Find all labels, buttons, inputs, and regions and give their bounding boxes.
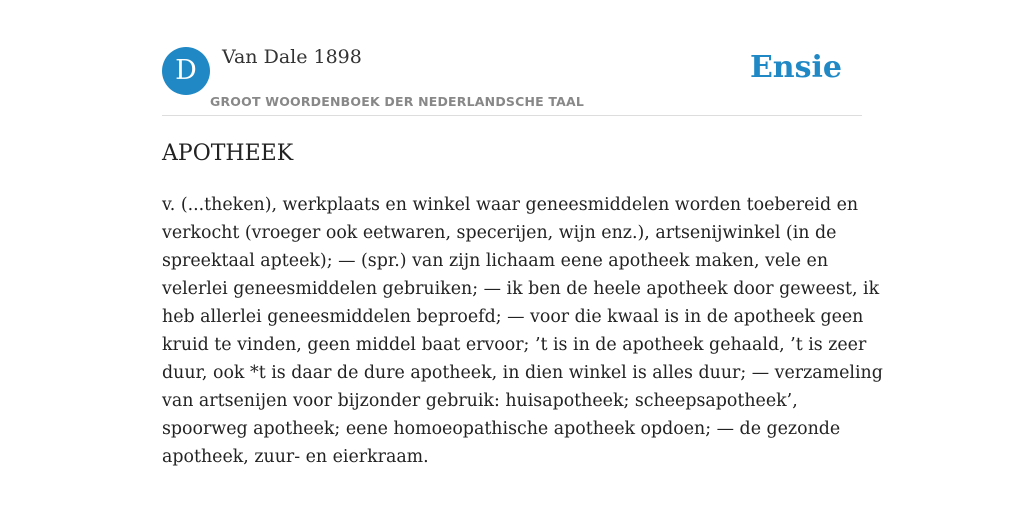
definition-line: apotheek, zuur- en eierkraam. [162,447,429,467]
definition-line: v. (...theken), werkplaats en winkel waar geneesmiddelen worden toebereid en [162,195,859,215]
definition-line: verkocht (vroeger ook eetwaren, specerijen, wijn enz.), artsenijwinkel (in de [162,223,837,243]
source-logo: D [162,47,210,95]
definition-line: heb allerlei geneesmiddelen beproefd; — voor die kwaal is in de apotheek geen [162,307,864,327]
source-header [162,40,862,116]
definition-line: kruid te vinden, geen middel baat ervoor; ’t is in de apotheek gehaald, ’t is zeer [162,335,867,355]
brand-logo[interactable]: Ensie [749,50,842,85]
source-subtitle: GROOT WOORDENBOEK DER NEDERLANDSCHE TAAL [210,94,585,109]
definition-line: velerlei geneesmiddelen gebruiken; — ik ben de heele apotheek door geweest, ik [162,279,880,299]
headword: APOTHEEK [162,141,294,166]
definition-line: spreektaal apteek); — (spr.) van zijn lichaam eene apotheek maken, vele en [162,251,829,271]
dictionary-card [162,40,883,471]
definition-line: spoorweg apotheek; eene homoeopathische apotheek opdoen; — de gezonde [162,419,841,439]
definition-line: duur, ook *t is daar de dure apotheek, in dien winkel is alles duur; — verzameling [162,363,883,383]
source-name[interactable]: Van Dale 1898 [222,46,362,68]
definition-line: van artsenijen voor bijzonder gebruik: huisapotheek; scheepsapotheek’, [162,391,798,411]
definition [162,191,883,471]
